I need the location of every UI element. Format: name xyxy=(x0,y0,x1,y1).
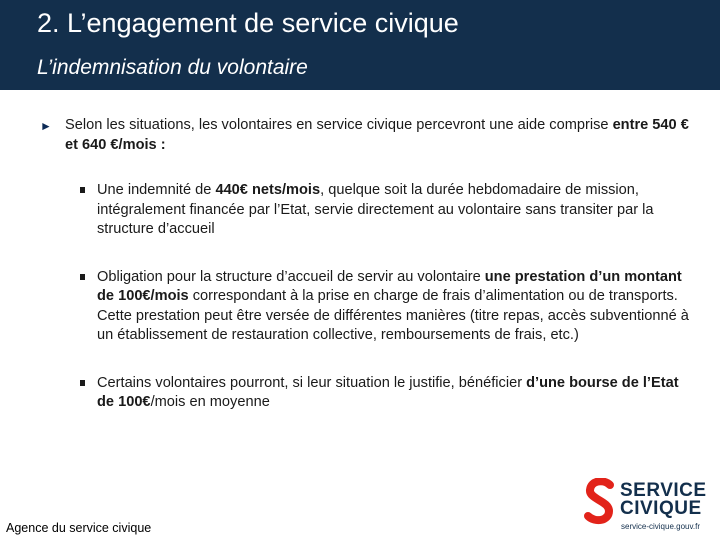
list-item-text: /mois en moyenne xyxy=(150,394,270,410)
slide-title: 2. L’engagement de service civique xyxy=(37,8,459,38)
intro-text: Selon les situations, les volontaires en service civique percevront une aide comprise xyxy=(65,117,613,133)
slide-body xyxy=(40,116,690,413)
logo-s-icon xyxy=(583,478,619,528)
list-item xyxy=(80,181,690,240)
intro-amount: entre 540 € et 640 €/mois : xyxy=(65,117,689,153)
slide-header xyxy=(0,0,720,90)
logo-url: service-civique.gouv.fr xyxy=(621,522,700,531)
list-item-bold: une prestation d’un montant de 100€/mois xyxy=(97,268,682,304)
logo-line2: CIVIQUE xyxy=(620,498,702,519)
list-item-bold: 440€ nets/mois xyxy=(215,182,321,198)
list-item-text: , quelque soit la durée hebdomadaire de mission, intégralement financée par l’Etat, servie directement au volontaire sans transiter par la structure d’accueil xyxy=(97,182,654,237)
logo-line1: SERVICE xyxy=(620,480,707,501)
list-item-text: correspondant à la prise en charge de frais d’alimentation ou de transports. Cette prestation peut être versée de différentes manières (titre repas, accès subventionné à un établissement de restauration collective, remboursements de frais, etc.) xyxy=(97,288,689,343)
square-bullet-icon xyxy=(80,380,85,386)
intro-paragraph xyxy=(40,116,690,155)
right-triangle-bullet-icon: ► xyxy=(40,119,52,133)
footer-text: Agence du service civique xyxy=(6,521,152,535)
square-bullet-icon xyxy=(80,187,85,193)
list-item xyxy=(80,268,690,346)
list-item-bold: d’une bourse de l’Etat de 100€ xyxy=(97,374,679,410)
list-item xyxy=(80,374,690,413)
square-bullet-icon xyxy=(80,274,85,280)
list-item-text: Une indemnité de xyxy=(97,182,216,198)
service-civique-logo xyxy=(583,478,713,538)
list-item-text: Obligation pour la structure d’accueil de servir au volontaire xyxy=(97,268,485,285)
slide-subtitle: L’indemnisation du volontaire xyxy=(37,56,308,79)
list-item-text: Certains volontaires pourront, si leur situation le justifie, bénéficier xyxy=(97,374,527,391)
